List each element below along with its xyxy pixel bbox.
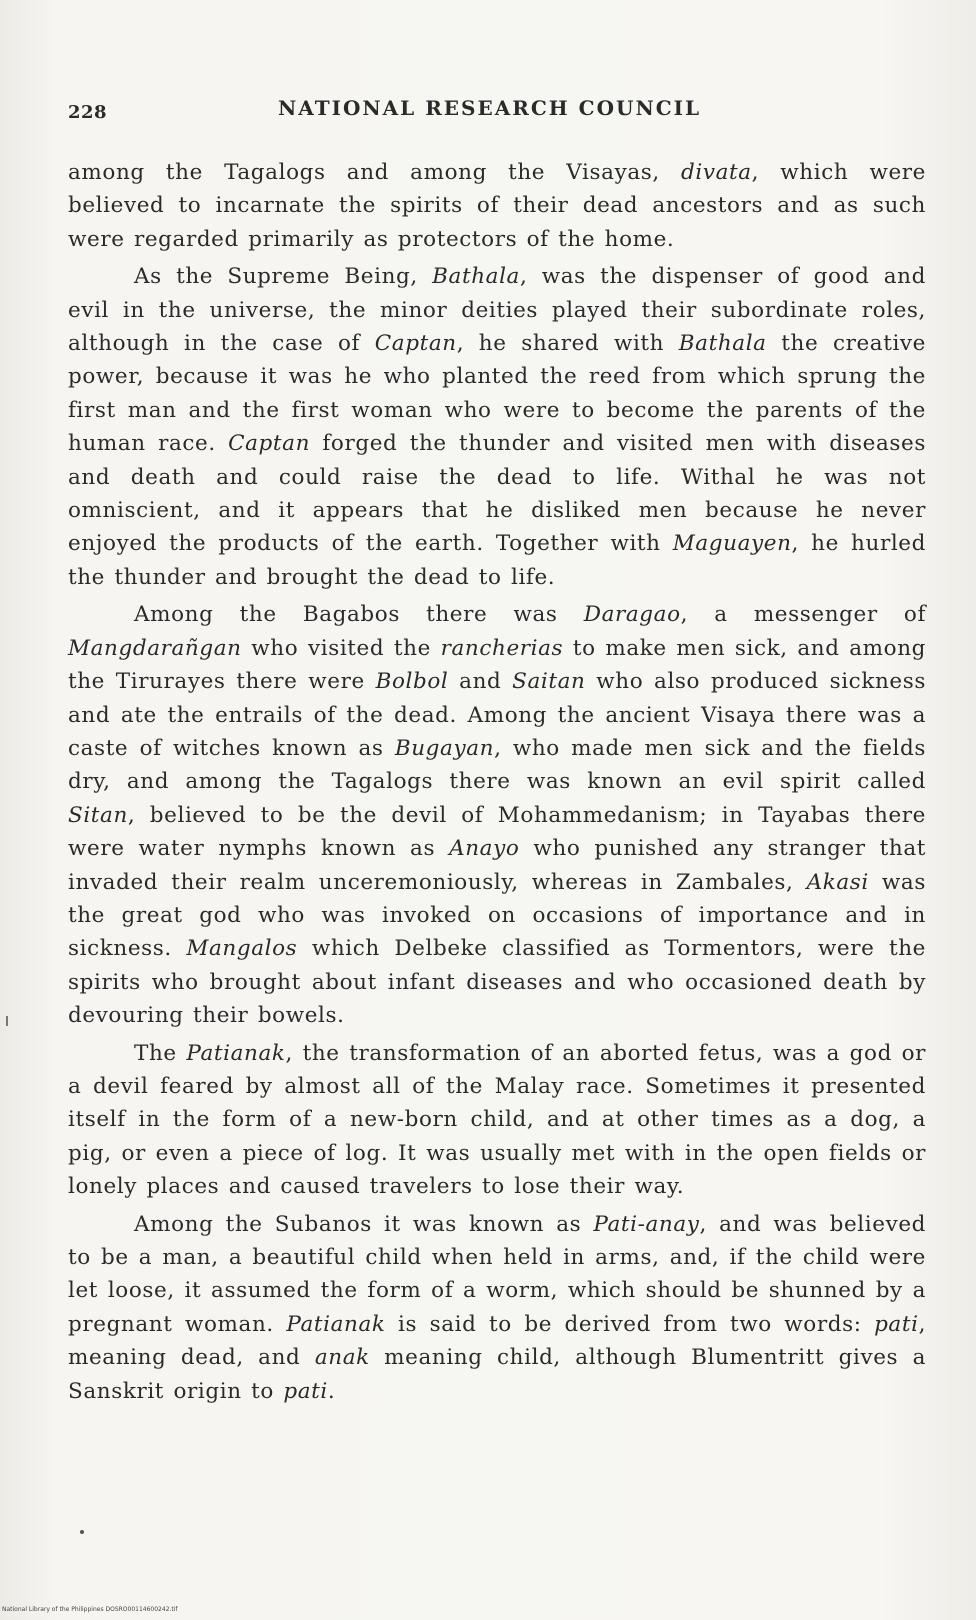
paragraph: [68, 156, 926, 256]
text-run: to make men sick, and among the Tirurayes there were: [68, 635, 927, 695]
italic-term: Mangalos: [186, 936, 298, 962]
text-run: and: [448, 669, 513, 695]
scan-credit: National Library of the Philippines DOSRO00114600242.tif: [2, 1606, 178, 1613]
text-run: who visited the: [241, 635, 441, 661]
text-run: , he hurled the thunder and brought the dead to life.: [68, 531, 926, 590]
italic-term: divata: [680, 160, 752, 185]
italic-term: Bathala: [678, 331, 767, 357]
text-run: , the transformation of an aborted fetus, was a god or a devil feared by almost all of the Malay race. Sometimes it presented itself in the form of a new-born child, and at other times as a dog, a pig, or even a piece of log. It was usually met with in the open fields or lonely places and caused travelers to lose their way.: [68, 1040, 926, 1200]
text-run: was the great god who was invoked on occasions of importance and in sickness.: [68, 869, 926, 962]
text-run: Among the Subanos it was known as: [134, 1211, 594, 1237]
italic-term: Patianak: [186, 1040, 286, 1066]
italic-term: anak: [314, 1345, 370, 1371]
page-header: [68, 96, 918, 126]
text-run: among the Tagalogs and among the Visayas,: [68, 160, 681, 185]
italic-term: Mangdarañgan: [68, 635, 242, 661]
text-run: The: [134, 1040, 187, 1066]
italic-term: Bugayan: [394, 735, 495, 761]
italic-term: pati: [874, 1311, 919, 1337]
paragraph: [68, 260, 926, 594]
italic-term: Captan: [374, 331, 457, 357]
text-run: , who made men sick and the fields dry, and among the Tagalogs there was known an evil spirit called: [68, 735, 927, 795]
text-run: .: [327, 1378, 336, 1404]
text-run: who also produced sickness and ate the entrails of the dead. Among the ancient Visaya there was a caste of witches known as: [68, 669, 926, 761]
italic-term: pati: [283, 1378, 328, 1404]
text-run: , he shared with: [456, 331, 679, 357]
text-run: As the Supreme Being,: [134, 264, 433, 290]
text-run: , and was believed to be a man, a beautiful child when held in arms, and, if the child were let loose, it assumed the form of a worm, which should be shunned by a pregnant woman.: [68, 1211, 926, 1337]
italic-term: Saitan: [512, 669, 586, 695]
text-run: , meaning dead, and: [68, 1311, 926, 1371]
italic-term: Anayo: [449, 836, 520, 862]
running-head: NATIONAL RESEARCH COUNCIL: [278, 96, 702, 120]
italic-term: Pati-anay: [593, 1211, 700, 1237]
paragraph: [68, 1037, 926, 1204]
italic-term: Sitan: [68, 802, 128, 828]
page-number: 228: [68, 102, 108, 123]
italic-term: Bolbol: [375, 669, 449, 695]
text-run: , which were believed to incarnate the spirits of their dead ancestors and as such were regarded primarily as protectors of the home.: [68, 160, 926, 252]
text-run: meaning child, although Blumentritt gives a Sanskrit origin to: [68, 1345, 926, 1404]
text-run: the creative power, because it was he who planted the reed from which sprung the first man and the first woman who were to become the parents of the human race.: [68, 331, 926, 457]
text-run: who punished any stranger that invaded their realm unceremoniously, whereas in Zambales,: [68, 836, 926, 895]
paragraph: [68, 1208, 926, 1408]
italic-term: Akasi: [806, 869, 869, 895]
body-text: [68, 156, 926, 1408]
text-run: , a messenger of: [680, 602, 926, 628]
italic-term: Patianak: [286, 1311, 386, 1337]
italic-term: Captan: [228, 431, 311, 457]
text-run: , was the dispenser of good and evil in the universe, the minor deities played their subordinate roles, although in the case of: [68, 264, 926, 357]
text-run: , believed to be the devil of Mohammedanism; in Tayabas there were water nymphs known as: [68, 802, 926, 862]
italic-term: Daragao: [583, 602, 681, 628]
text-run: is said to be derived from two words:: [385, 1311, 875, 1337]
text-run: which Delbeke classified as Tormentors, were the spirits who brought about infant diseases and who occasioned death by devouring their bowels.: [68, 936, 926, 1029]
ink-speck: [80, 1530, 84, 1534]
page-edge-mark: [6, 1016, 8, 1026]
text-run: forged the thunder and visited men with diseases and death and could raise the dead to life. Withal he was not omniscient, and it appears that he disliked men because he never enjoyed the products of the earth. Together with: [68, 431, 927, 557]
text-run: Among the Bagabos there was: [134, 602, 584, 628]
italic-term: Bathala: [432, 264, 520, 290]
italic-term: rancherias: [440, 635, 564, 661]
paragraph: [68, 598, 926, 1032]
italic-term: Maguayen: [672, 531, 792, 557]
